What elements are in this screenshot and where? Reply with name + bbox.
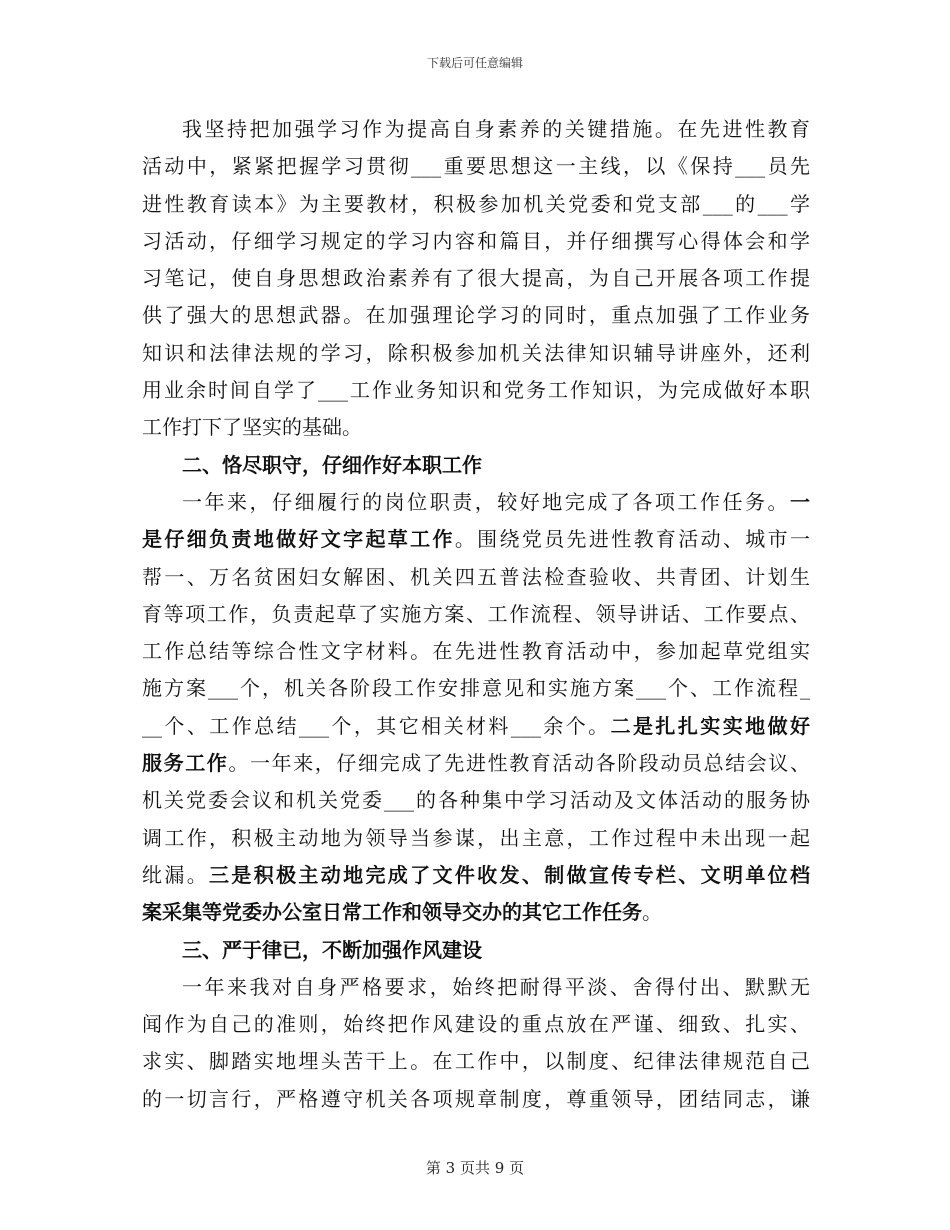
text-line [142,596,810,633]
text-segment: 纰漏。 [142,862,210,887]
text-line [142,521,810,558]
page-header: 下载后可任意编辑 [426,56,523,70]
bold-text-segment: 三、严于律已，不断加强作风建设 [182,937,482,962]
text-segment: 工作总结等综合性文字材料。在先进性教育活动中，参加起草党组实 [142,639,810,664]
text-line [142,111,810,148]
text-line [142,670,810,707]
text-segment: 活动中，紧紧把握学习贯彻___重要思想这一主线，以《保持___员先 [142,154,810,179]
text-segment: 知识和法律法规的学习，除积极参加机关法律知识辅导讲座外，还利 [142,340,810,365]
text-line [142,372,810,409]
page-footer: 第 3 页共 9 页 [425,1159,525,1177]
bold-text-segment: 服务工作 [142,751,229,776]
text-line [142,335,810,372]
document-body [142,111,810,1118]
text-segment: 习活动，仔细学习规定的学习内容和篇目，并仔细撰写心得体会和学 [142,228,810,253]
text-segment: 。 [642,900,662,925]
text-segment: 求实、脚踏实地埋头苦干上。在工作中，以制度、纪律法律规范自己 [142,1049,810,1074]
text-segment: 闻作为自己的准则，始终把作风建设的重点放在严谨、细致、扎实、 [142,1012,810,1037]
text-line [142,260,810,297]
text-segment: 。围绕党员先进性教育活动、城市一 [454,527,810,552]
text-line [142,484,810,521]
text-segment: 机关党委会议和机关党委___的各种集中学习活动及文体活动的服务协 [142,788,810,813]
bold-text-segment: 三是积极主动地完成了文件收发、制做宣传专栏、文明单位档 [209,862,810,887]
text-line [142,1081,810,1118]
text-segment: 进性教育读本》为主要教材，积极参加机关党委和党支部___的___学 [142,191,810,216]
bold-text-segment: 一 [790,489,810,514]
text-segment: 施方案___个，机关各阶段工作安排意见和实施方案___个、工作流程_ [142,676,810,701]
text-segment: 用业余时间自学了___工作业务知识和党务工作知识，为完成做好本职 [142,378,810,403]
text-line [142,969,810,1006]
text-line [142,633,810,670]
text-segment: 一年来我对自身严格要求，始终把耐得平淡、舍得付出、默默无 [182,974,810,999]
text-line [142,708,810,745]
text-line [142,1006,810,1043]
text-line [142,857,810,894]
text-line [142,223,810,260]
text-segment: 育等项工作，负责起草了实施方案、工作流程、领导讲话、工作要点、 [142,601,810,626]
text-segment: 的一切言行，严格遵守机关各项规章制度，尊重领导，团结同志，谦 [142,1086,810,1111]
text-segment: 调工作，积极主动地为领导当参谋，出主意，工作过程中未出现一起 [142,825,810,850]
bold-text-segment: 二、恪尽职守，仔细作好本职工作 [182,452,482,477]
section-heading [142,932,810,969]
bold-text-segment: 是仔细负责地做好文字起草工作 [142,527,455,552]
bold-text-segment: 二是扎扎实实地做好 [610,713,810,738]
text-line [142,148,810,185]
text-segment: 帮一、万名贫困妇女解困、机关四五普法检查验收、共青团、计划生 [142,564,810,589]
text-line [142,782,810,819]
text-segment: 一年来，仔细履行的岗位职责，较好地完成了各项工作任务。 [182,489,790,514]
text-line [142,409,810,446]
text-segment: 工作打下了坚实的基础。 [142,415,362,440]
section-heading [142,447,810,484]
text-segment: __个、工作总结___个，其它相关材料___余个。 [142,713,611,738]
text-line [142,297,810,334]
text-line [142,820,810,857]
text-segment: 供了强大的思想武器。在加强理论学习的同时，重点加强了工作业务 [142,303,810,328]
text-segment: 习笔记，使自身思想政治素养有了很大提高，为自己开展各项工作提 [142,266,810,291]
text-segment: 。一年来，仔细完成了先进性教育活动各阶段动员总结会议、 [228,751,810,776]
bold-text-segment: 案采集等党委办公室日常工作和领导交办的其它工作任务 [142,900,642,925]
text-line [142,186,810,223]
text-line [142,745,810,782]
text-segment: 我坚持把加强学习作为提高自身素养的关键措施。在先进性教育 [182,117,810,141]
text-line [142,1043,810,1080]
text-line [142,894,810,931]
text-line [142,559,810,596]
